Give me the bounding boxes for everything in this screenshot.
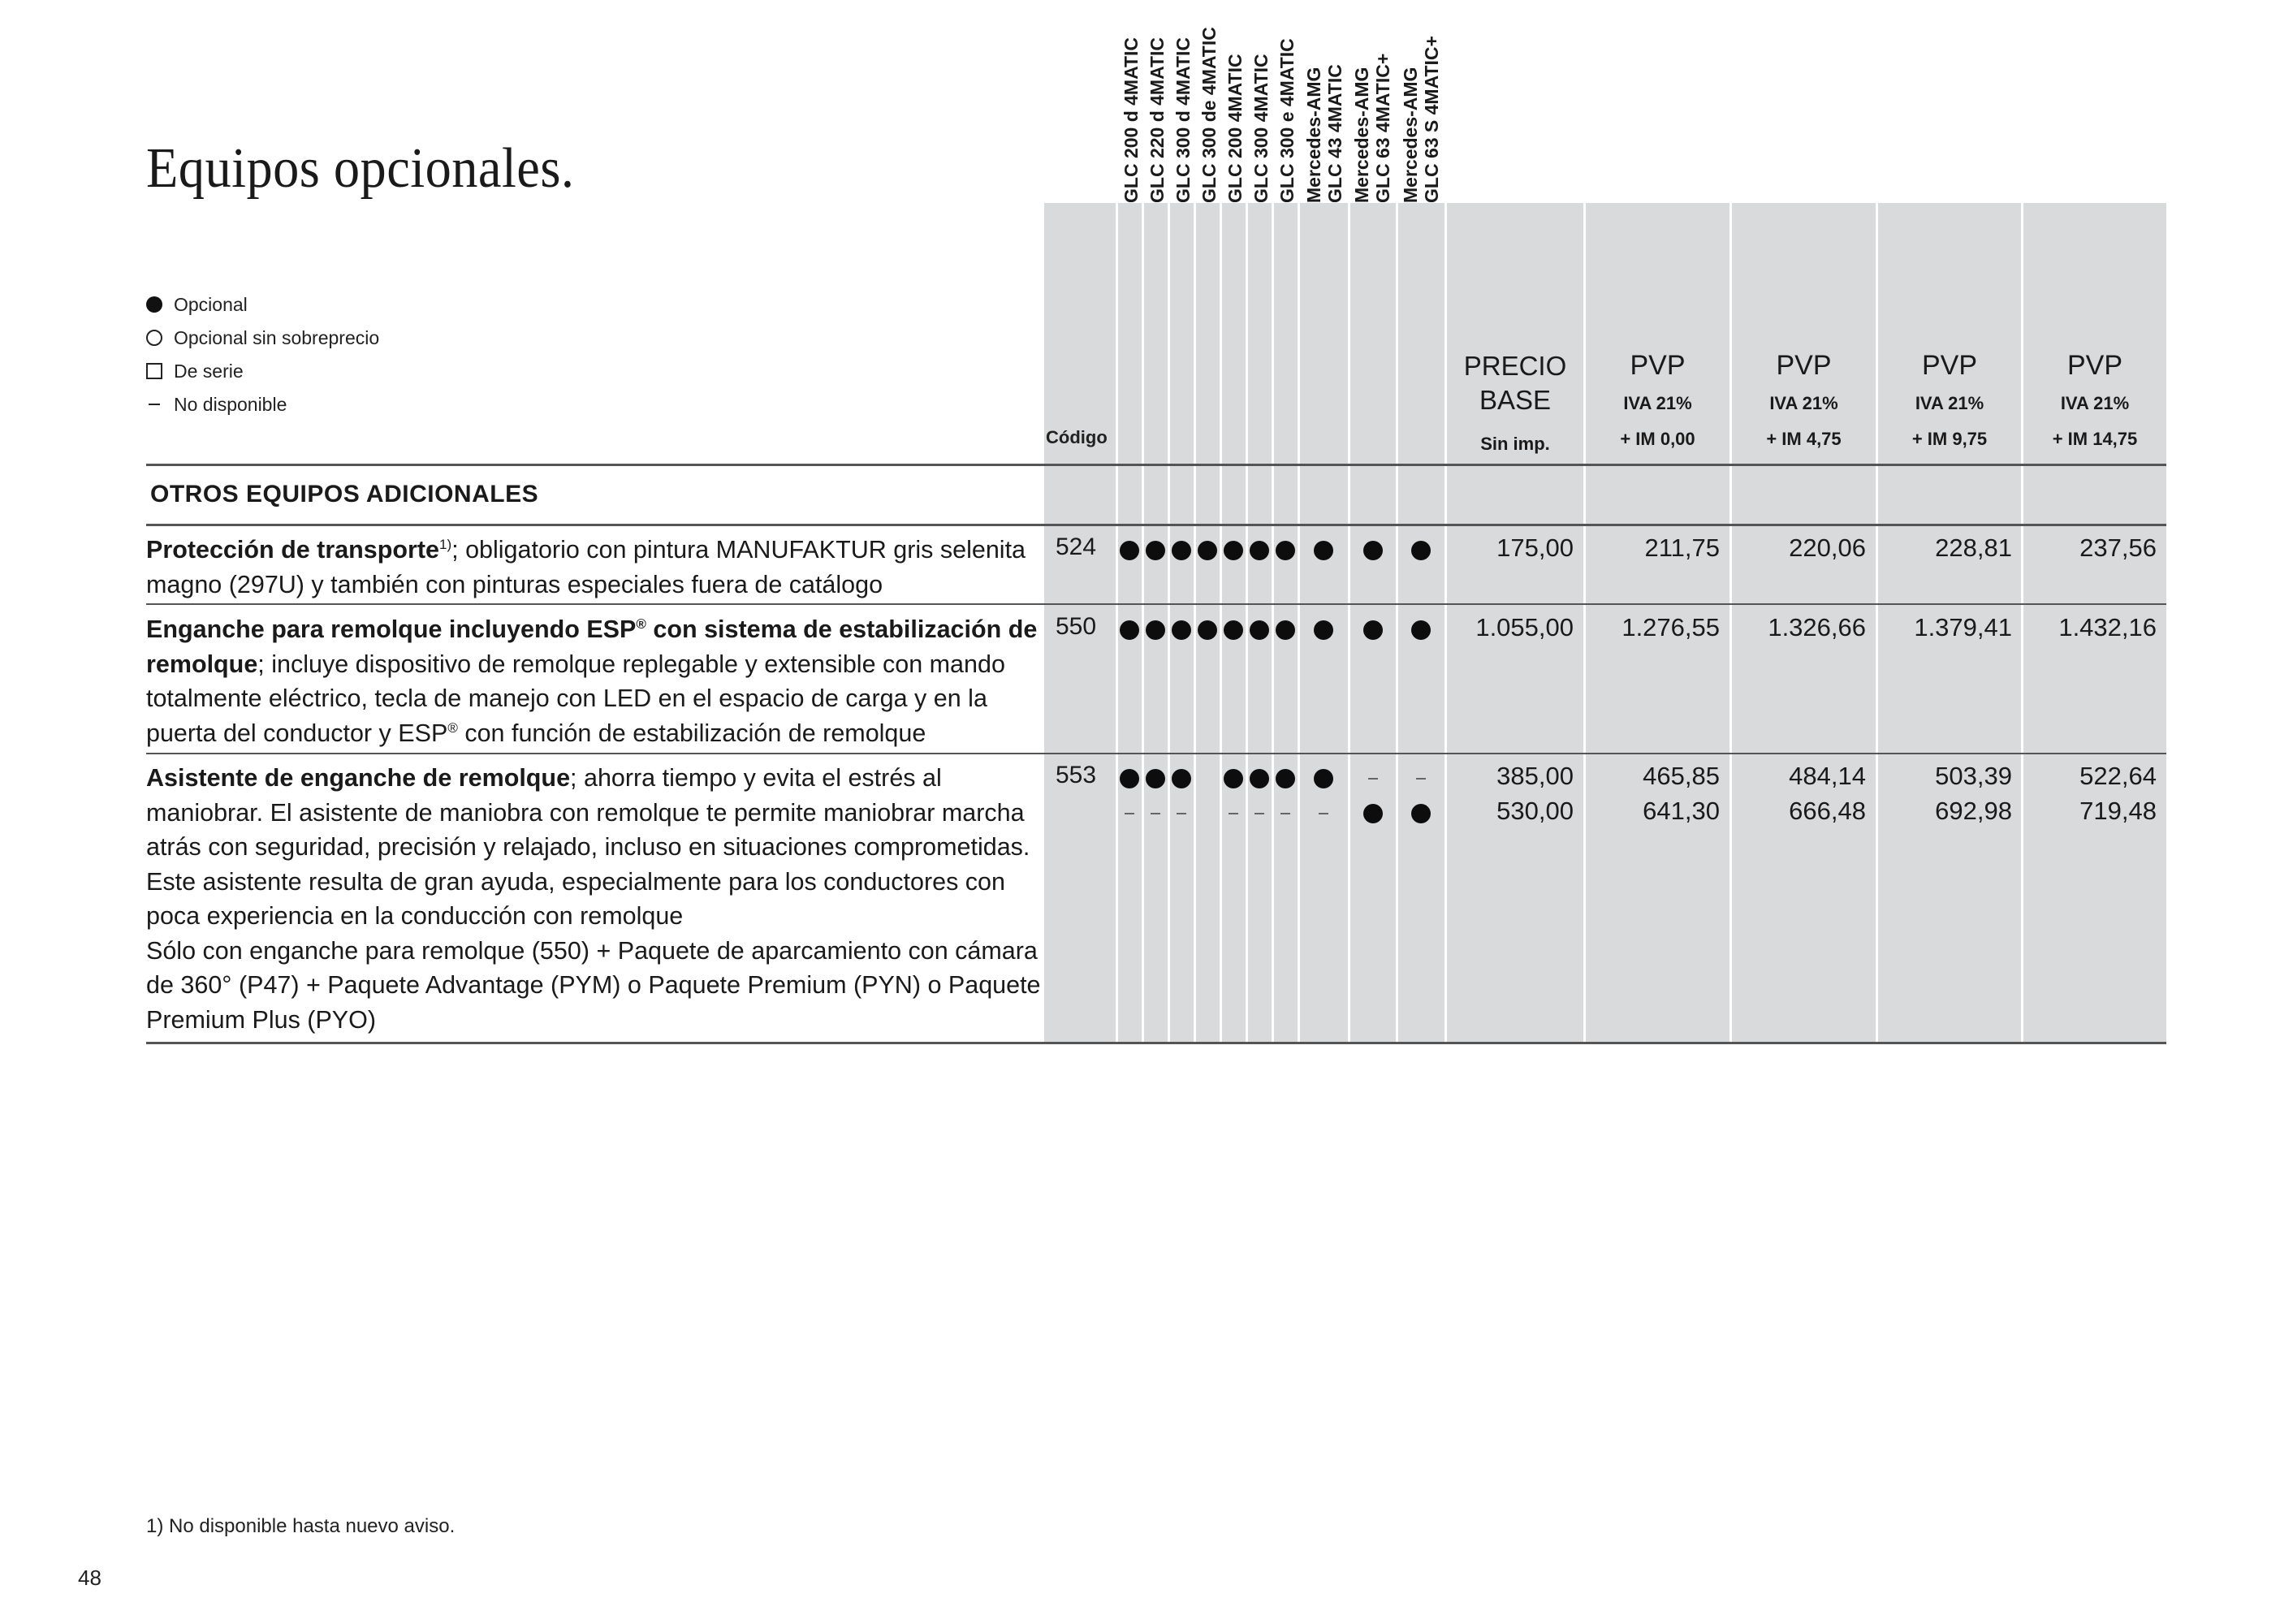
legend-label: Opcional — [174, 293, 248, 315]
filled-circle-icon — [1146, 620, 1165, 640]
dash-icon — [1416, 778, 1426, 780]
row-divider — [146, 753, 2166, 754]
row-divider — [146, 603, 2166, 605]
row-note: Sólo con enganche para remolque (550) + Paquete de aparcamiento con cámara de 360° (P47) + Paquete Advantage (PYM) o Paquete Premium (PYN) o Paquete Premium Plus (PYO) — [146, 936, 1041, 1034]
legend-label: No disponible — [174, 393, 287, 415]
filled-circle-icon — [1276, 620, 1295, 640]
option-code: 553 — [1056, 762, 1097, 788]
pvp-price-cell: 522,64 — [2079, 762, 2157, 790]
pvp-price-cell: 228,81 — [1935, 533, 2012, 562]
pvp-price-cell: 666,48 — [1789, 797, 1866, 825]
filled-circle-icon — [1224, 620, 1243, 640]
legend-label: Opcional sin sobreprecio — [174, 326, 380, 348]
filled-circle-icon — [1411, 620, 1431, 640]
pvp-header: PVP IVA 21% + IM 14,75 — [2052, 350, 2138, 449]
model-header: GLC 220 d 4MATIC — [1146, 37, 1168, 203]
filled-circle-icon — [1224, 541, 1243, 560]
model-header: Mercedes-AMG GLC 63 S 4MATIC+ — [1400, 36, 1442, 203]
section-divider — [146, 524, 2166, 526]
row-description: Enganche para remolque incluyendo ESP® con sistema de estabilización de remolque; incluye dispositivo de remolque replegable y extensible con mando totalmente eléctrico, tecla de manejo con LED en el espacio de carga y en la puerta del conductor y ESP® con función de estabilización de remolque — [146, 615, 1038, 747]
filled-circle-icon — [1363, 804, 1383, 823]
pvp-price-cell: 1.379,41 — [1914, 613, 2012, 641]
footnote: 1) No disponible hasta nuevo aviso. — [146, 1515, 456, 1537]
pvp-price-cell: 1.432,16 — [2058, 613, 2157, 641]
row-description: Protección de transporte$^{1)}$; obligatorio con pintura MANUFAKTUR gris selenita magno (297U) y también con pinturas especiales fuera de catálogo — [146, 536, 1026, 598]
filled-circle-icon — [1172, 541, 1191, 560]
price-base-cell: 385,00 — [1496, 762, 1574, 790]
filled-circle-icon — [1146, 769, 1165, 788]
dash-icon — [1319, 813, 1328, 814]
filled-circle-icon — [1276, 541, 1295, 560]
filled-circle-icon — [1250, 620, 1269, 640]
open-circle-icon — [146, 330, 162, 346]
model-header: GLC 300 e 4MATIC — [1276, 38, 1298, 203]
filled-circle-icon — [1172, 769, 1191, 788]
model-header: GLC 300 d 4MATIC — [1172, 37, 1194, 203]
filled-circle-icon — [1198, 620, 1217, 640]
header-divider — [146, 464, 2166, 466]
filled-circle-icon — [1314, 769, 1333, 788]
legend-item-opcional — [146, 292, 248, 317]
price-base-cell: 530,00 — [1496, 797, 1574, 825]
page-number: 48 — [78, 1566, 101, 1590]
pvp-price-cell: 211,75 — [1644, 533, 1720, 562]
pvp-price-cell: 719,48 — [2079, 797, 2157, 825]
filled-circle-icon — [1120, 620, 1139, 640]
price-base-cell: 1.055,00 — [1475, 613, 1574, 641]
pvp-price-cell: 237,56 — [2079, 533, 2157, 562]
open-square-icon — [146, 363, 162, 379]
pvp-price-cell: 641,30 — [1643, 797, 1720, 825]
model-header: GLC 200 4MATIC — [1224, 54, 1246, 203]
pvp-price-cell: 465,85 — [1643, 762, 1720, 790]
filled-circle-icon — [1363, 620, 1383, 640]
filled-circle-icon — [1224, 769, 1243, 788]
dash-icon — [1177, 813, 1186, 814]
filled-circle-icon — [1411, 541, 1431, 560]
pvp-header: PVP IVA 21% + IM 0,00 — [1620, 350, 1695, 449]
filled-circle-icon — [1314, 541, 1333, 560]
table-bottom-rule — [146, 1042, 2166, 1044]
dash-icon — [1368, 778, 1378, 780]
legend-item-no-disponible — [146, 392, 287, 417]
codigo-header: Código — [1046, 427, 1108, 447]
pvp-price-cell: 1.276,55 — [1622, 613, 1720, 641]
pvp-header: PVP IVA 21% + IM 4,75 — [1766, 350, 1842, 449]
legend-item-de-serie — [146, 359, 244, 383]
pvp-price-cell: 220,06 — [1789, 533, 1866, 562]
model-header: GLC 200 d 4MATIC — [1121, 37, 1142, 203]
precio-base-header: PRECIO BASE Sin imp. — [1463, 351, 1567, 454]
filled-circle-icon — [1314, 620, 1333, 640]
pvp-price-cell: 692,98 — [1935, 797, 2012, 825]
filled-circle-icon — [1172, 620, 1191, 640]
option-code: 550 — [1056, 613, 1097, 640]
model-header: GLC 300 4MATIC — [1250, 54, 1272, 203]
model-header: Mercedes-AMG GLC 63 4MATIC+ — [1351, 53, 1393, 203]
filled-circle-icon — [1120, 769, 1139, 788]
pvp-price-cell: 503,39 — [1935, 762, 2012, 790]
dash-icon — [1254, 813, 1264, 814]
model-header: Mercedes-AMG GLC 43 4MATIC — [1303, 64, 1345, 203]
filled-circle-icon — [1146, 541, 1165, 560]
filled-circle-icon — [1198, 541, 1217, 560]
dash-icon — [149, 404, 160, 405]
section-title: OTROS EQUIPOS ADICIONALES — [150, 481, 539, 508]
dash-icon — [1229, 813, 1238, 814]
filled-circle-icon — [1411, 804, 1431, 823]
filled-circle-icon — [146, 296, 162, 313]
legend-label: De serie — [174, 360, 244, 382]
pvp-header: PVP IVA 21% + IM 9,75 — [1911, 350, 1988, 449]
filled-circle-icon — [1250, 541, 1269, 560]
row-description: Asistente de enganche de remolque; ahorra tiempo y evita el estrés al maniobrar. El asistente de maniobra con remolque te permite maniobrar marcha atrás con seguridad, precisión y relajado, incluso en situaciones comprometidas. Este asistente resulta de gran ayuda, especialmente para los conductores con poca experiencia en la conducción con remolque Sólo con enganche para remolque (550) + Paquete de aparcamiento con cámara de 360° (P47) + Paquete Advantage (PYM) o Paquete Premium (PYN) o Paquete Premium Plus (PYO) — [146, 764, 1041, 1034]
filled-circle-icon — [1120, 541, 1139, 560]
filled-circle-icon — [1250, 769, 1269, 788]
page-title: Equipos opcionales. — [146, 137, 575, 200]
filled-circle-icon — [1363, 541, 1383, 560]
pvp-price-cell: 1.326,66 — [1768, 613, 1866, 641]
dash-icon — [1151, 813, 1160, 814]
model-header: GLC 300 de 4MATIC — [1198, 27, 1220, 203]
legend-item-opcional-sin-sobreprecio — [146, 326, 379, 350]
filled-circle-icon — [1276, 769, 1295, 788]
dash-icon — [1280, 813, 1290, 814]
pvp-price-cell: 484,14 — [1789, 762, 1866, 790]
price-base-cell: 175,00 — [1496, 533, 1574, 562]
option-code: 524 — [1056, 533, 1097, 560]
dash-icon — [1125, 813, 1134, 814]
